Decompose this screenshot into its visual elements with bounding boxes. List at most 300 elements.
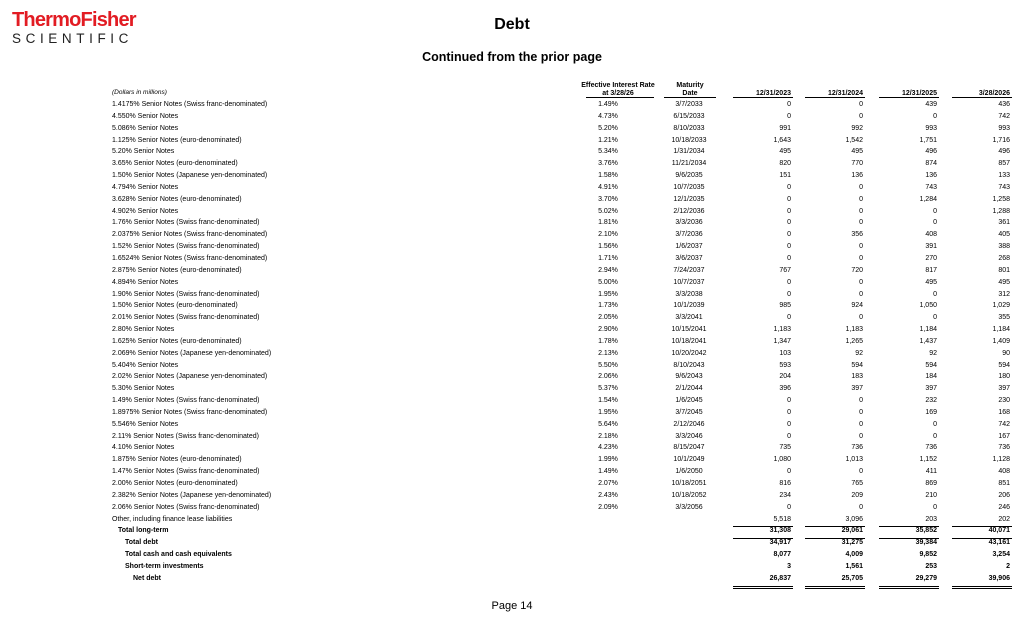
header-period-1: 12/31/2023: [755, 90, 791, 97]
row-value: 765: [851, 480, 863, 487]
table-row: [0, 123, 1024, 135]
row-rate: 1.49%: [598, 468, 618, 476]
total-value: 39,906: [988, 574, 1010, 582]
total-value: 2: [1006, 563, 1010, 571]
row-value: 820: [779, 160, 791, 168]
row-value: 0: [859, 468, 863, 476]
row-value: 0: [787, 432, 791, 440]
row-value: 0: [933, 290, 937, 298]
row-label: 1.6524% Senior Notes (Swiss franc-denominated): [112, 254, 268, 262]
row-value: 203: [925, 515, 937, 523]
row-value: 230: [998, 397, 1010, 405]
header-rate: Effective Interest Rate at 3/28/26: [581, 82, 655, 97]
table-row: [0, 135, 1024, 147]
row-label: 2.11% Senior Notes (Swiss franc-denominated): [112, 432, 259, 440]
row-maturity: 10/15/2041: [671, 326, 707, 334]
row-value: 767: [779, 266, 791, 274]
row-maturity: 3/3/2038: [675, 290, 703, 298]
row-maturity: 9/6/2043: [675, 373, 703, 381]
row-value: 594: [851, 361, 863, 369]
row-value: 3,096: [845, 515, 863, 523]
table-row: [0, 407, 1024, 419]
row-value: 436: [998, 101, 1010, 108]
logo-subtext: SCIENTIFIC: [12, 31, 134, 46]
row-value: 0: [787, 243, 791, 251]
row-label: 2.875% Senior Notes (euro-denominated): [112, 266, 242, 274]
row-value: 408: [925, 231, 937, 239]
row-rate: 5.50%: [598, 361, 618, 369]
row-value: 736: [851, 444, 863, 452]
row-maturity: 8/10/2043: [673, 361, 705, 369]
row-label: Other, including finance lease liabilities: [112, 515, 233, 523]
total-label: Total long-term: [118, 527, 169, 535]
row-value: 0: [787, 314, 791, 322]
row-label: 1.8975% Senior Notes (Swiss franc-denominated): [112, 408, 268, 416]
row-maturity: 2/12/2046: [673, 420, 705, 428]
debt-table: [0, 99, 1024, 585]
row-value: 495: [998, 278, 1010, 286]
row-value: 1,080: [773, 456, 791, 464]
table-row: [0, 383, 1024, 395]
row-label: 2.06% Senior Notes (Swiss franc-denominated): [112, 503, 260, 511]
header-underline: [805, 97, 865, 98]
row-value: 0: [859, 397, 863, 405]
row-rate: 1.49%: [598, 101, 618, 108]
row-value: 851: [998, 480, 1010, 487]
page-title: Debt: [494, 16, 530, 33]
row-value: 210: [925, 491, 937, 499]
row-label: 1.52% Senior Notes (Swiss franc-denominated): [112, 243, 260, 251]
row-value: 1,029: [992, 302, 1010, 310]
row-value: 136: [925, 172, 937, 180]
row-maturity: 3/3/2046: [675, 432, 703, 440]
row-value: 268: [998, 254, 1010, 262]
table-row: [0, 300, 1024, 312]
row-rate: 4.23%: [598, 444, 618, 452]
row-label: 1.76% Senior Notes (Swiss franc-denominated): [112, 219, 260, 227]
row-value: 439: [925, 101, 937, 108]
header-underline: [586, 97, 654, 98]
table-row: [0, 289, 1024, 301]
row-value: 0: [859, 408, 863, 416]
row-value: 408: [998, 468, 1010, 476]
row-value: 0: [859, 503, 863, 511]
table-row: [0, 336, 1024, 348]
row-maturity: 10/1/2049: [673, 456, 705, 464]
total-value: 25,705: [841, 574, 863, 582]
table-row: [0, 241, 1024, 253]
row-label: 3.65% Senior Notes (euro-denominated): [112, 160, 238, 168]
row-value: 405: [998, 231, 1010, 239]
row-label: 1.49% Senior Notes (Swiss franc-denominated): [112, 397, 260, 405]
row-rate: 1.95%: [598, 290, 618, 298]
total-label: Short-term investments: [125, 563, 204, 571]
row-value: 496: [998, 148, 1010, 156]
total-rule: [733, 538, 793, 539]
total-value: 40,071: [988, 527, 1010, 535]
row-maturity: 2/1/2044: [675, 385, 703, 393]
row-rate: 4.73%: [598, 112, 618, 120]
row-rate: 1.73%: [598, 302, 618, 310]
table-row: [0, 431, 1024, 443]
row-value: 202: [998, 515, 1010, 523]
row-value: 991: [779, 124, 791, 132]
row-maturity: 3/7/2036: [675, 231, 703, 239]
table-row: [0, 194, 1024, 206]
total-row: [0, 537, 1024, 549]
row-value: 594: [998, 361, 1010, 369]
row-value: 985: [779, 302, 791, 310]
row-value: 1,184: [992, 326, 1010, 334]
row-value: 232: [925, 397, 937, 405]
total-label: Net debt: [133, 574, 161, 582]
row-maturity: 1/6/2037: [675, 243, 703, 251]
total-value: 31,275: [841, 539, 863, 547]
row-value: 874: [925, 160, 937, 168]
row-value: 0: [787, 207, 791, 215]
row-value: 1,265: [845, 337, 863, 345]
row-value: 742: [998, 420, 1010, 428]
row-maturity: 10/18/2041: [671, 337, 707, 345]
row-rate: 1.95%: [598, 408, 618, 416]
row-rate: 2.13%: [598, 349, 618, 357]
row-maturity: 3/7/2045: [675, 408, 703, 416]
total-rule: [952, 588, 1012, 589]
total-rule: [952, 526, 1012, 527]
row-maturity: 10/7/2035: [673, 183, 705, 191]
total-rule: [879, 588, 939, 589]
row-value: 1,716: [992, 136, 1010, 144]
table-row: [0, 312, 1024, 324]
row-value: 1,258: [992, 195, 1010, 203]
total-value: 34,917: [769, 539, 791, 547]
row-label: 4.10% Senior Notes: [112, 444, 175, 452]
row-value: 396: [779, 385, 791, 393]
row-value: 1,284: [919, 195, 937, 203]
row-maturity: 8/10/2033: [673, 124, 705, 132]
row-label: 4.902% Senior Notes: [112, 207, 179, 215]
row-rate: 5.02%: [598, 207, 618, 215]
table-row: [0, 419, 1024, 431]
row-maturity: 11/21/2034: [671, 160, 707, 168]
row-value: 206: [998, 491, 1010, 499]
row-value: 0: [787, 195, 791, 203]
row-rate: 5.20%: [598, 124, 618, 132]
row-rate: 2.18%: [598, 432, 618, 440]
row-maturity: 1/6/2050: [675, 468, 703, 476]
row-label: 2.01% Senior Notes (Swiss franc-denominated): [112, 314, 260, 322]
row-value: 0: [933, 112, 937, 120]
row-value: 1,288: [992, 207, 1010, 215]
row-label: 5.086% Senior Notes: [112, 124, 179, 132]
row-value: 0: [859, 101, 863, 108]
table-row: [0, 182, 1024, 194]
row-rate: 1.71%: [598, 254, 618, 262]
total-value: 3,254: [992, 551, 1010, 559]
table-row: [0, 348, 1024, 360]
total-rule: [805, 588, 865, 589]
row-value: 0: [859, 290, 863, 298]
table-row: [0, 442, 1024, 454]
header-underline: [952, 97, 1012, 98]
row-value: 924: [851, 302, 863, 310]
page-subtitle: Continued from the prior page: [422, 50, 602, 64]
total-label: Total debt: [125, 539, 158, 547]
row-value: 743: [998, 183, 1010, 191]
total-rule: [879, 586, 939, 587]
row-label: 2.382% Senior Notes (Japanese yen-denominated): [112, 491, 272, 499]
row-value: 355: [998, 314, 1010, 322]
table-row: [0, 395, 1024, 407]
row-value: 90: [1002, 349, 1010, 357]
row-value: 361: [998, 219, 1010, 227]
row-label: 3.628% Senior Notes (euro-denominated): [112, 195, 242, 203]
row-value: 993: [998, 124, 1010, 132]
row-value: 0: [787, 397, 791, 405]
row-label: 2.02% Senior Notes (Japanese yen-denominated): [112, 373, 268, 381]
row-maturity: 3/3/2036: [675, 219, 703, 227]
page-number: Page 14: [491, 600, 533, 612]
row-label: 1.125% Senior Notes (euro-denominated): [112, 136, 242, 144]
row-rate: 2.94%: [598, 266, 618, 274]
row-value: 993: [925, 124, 937, 132]
table-row: [0, 466, 1024, 478]
row-value: 743: [925, 183, 937, 191]
row-maturity: 10/1/2039: [673, 302, 705, 310]
row-value: 594: [925, 361, 937, 369]
row-value: 816: [779, 480, 791, 487]
total-label: Total cash and cash equivalents: [125, 551, 232, 559]
row-rate: 2.05%: [598, 314, 618, 322]
row-value: 0: [933, 314, 937, 322]
row-value: 397: [925, 385, 937, 393]
total-row: [0, 561, 1024, 573]
row-value: 0: [787, 254, 791, 262]
total-value: 29,279: [915, 574, 937, 582]
row-value: 103: [779, 349, 791, 357]
row-value: 0: [859, 219, 863, 227]
row-value: 1,183: [773, 326, 791, 334]
row-value: 136: [851, 172, 863, 180]
row-maturity: 3/7/2033: [675, 101, 703, 108]
row-maturity: 12/1/2035: [673, 195, 705, 203]
row-value: 0: [933, 219, 937, 227]
row-value: 411: [925, 468, 937, 476]
row-value: 801: [998, 266, 1010, 274]
row-value: 0: [787, 112, 791, 120]
table-row: [0, 170, 1024, 182]
row-value: 992: [851, 124, 863, 132]
row-value: 735: [779, 444, 791, 452]
row-value: 1,128: [992, 456, 1010, 464]
row-value: 151: [779, 172, 791, 180]
row-value: 0: [859, 243, 863, 251]
row-rate: 5.00%: [598, 278, 618, 286]
row-value: 92: [929, 349, 937, 357]
row-value: 0: [933, 503, 937, 511]
row-value: 742: [998, 112, 1010, 120]
total-value: 35,852: [915, 527, 937, 535]
total-rule: [733, 588, 793, 589]
total-value: 4,009: [845, 551, 863, 559]
row-label: 2.0375% Senior Notes (Swiss franc-denominated): [112, 231, 268, 239]
row-maturity: 10/7/2037: [673, 278, 705, 286]
header-underline: [879, 97, 939, 98]
row-maturity: 7/24/2037: [673, 266, 705, 274]
row-value: 857: [998, 160, 1010, 168]
row-value: 0: [787, 183, 791, 191]
row-value: 397: [851, 385, 863, 393]
total-rule: [805, 538, 865, 539]
row-value: 495: [851, 148, 863, 156]
row-value: 388: [998, 243, 1010, 251]
row-value: 0: [787, 278, 791, 286]
table-row: [0, 324, 1024, 336]
row-value: 869: [925, 480, 937, 487]
row-value: 0: [787, 420, 791, 428]
total-value: 43,161: [988, 539, 1010, 547]
row-maturity: 3/3/2056: [675, 503, 703, 511]
table-row: [0, 478, 1024, 490]
header-underline: [664, 97, 716, 98]
row-value: 183: [851, 373, 863, 381]
table-row: [0, 253, 1024, 265]
table-row: [0, 217, 1024, 229]
row-value: 495: [925, 278, 937, 286]
row-rate: 1.56%: [598, 243, 618, 251]
row-value: 0: [859, 278, 863, 286]
row-value: 0: [787, 290, 791, 298]
row-value: 169: [925, 408, 937, 416]
row-label: 2.80% Senior Notes: [112, 326, 175, 334]
row-value: 0: [787, 503, 791, 511]
header-period-3: 12/31/2025: [901, 90, 937, 97]
total-value: 9,852: [919, 551, 937, 559]
row-value: 397: [998, 385, 1010, 393]
row-label: 5.20% Senior Notes: [112, 148, 175, 156]
row-value: 495: [779, 148, 791, 156]
table-row: [0, 206, 1024, 218]
row-value: 1,183: [845, 326, 863, 334]
row-maturity: 2/12/2036: [673, 207, 705, 215]
header-maturity: Maturity Date: [676, 82, 704, 97]
row-value: 0: [933, 432, 937, 440]
row-rate: 5.64%: [598, 420, 618, 428]
table-row: [0, 265, 1024, 277]
row-value: 817: [925, 266, 937, 274]
row-value: 246: [998, 503, 1010, 511]
row-value: 0: [859, 195, 863, 203]
table-row: [0, 229, 1024, 241]
row-value: 270: [925, 254, 937, 262]
row-value: 0: [787, 101, 791, 108]
table-row: [0, 158, 1024, 170]
table-row: [0, 490, 1024, 502]
total-rule: [733, 586, 793, 587]
row-maturity: 10/20/2042: [671, 349, 707, 357]
row-value: 184: [925, 373, 937, 381]
table-row: [0, 454, 1024, 466]
row-value: 356: [851, 231, 863, 239]
row-rate: 2.09%: [598, 503, 618, 511]
row-value: 204: [779, 373, 791, 381]
total-value: 3: [787, 563, 791, 571]
row-value: 0: [859, 314, 863, 322]
total-value: 39,384: [915, 539, 937, 547]
row-rate: 4.91%: [598, 183, 618, 191]
total-rule: [952, 538, 1012, 539]
total-value: 8,077: [773, 551, 791, 559]
table-row: [0, 146, 1024, 158]
row-rate: 3.76%: [598, 160, 618, 168]
row-label: 1.4175% Senior Notes (Swiss franc-denominated): [112, 101, 268, 108]
row-label: 2.00% Senior Notes (euro-denominated): [112, 480, 238, 487]
row-value: 0: [859, 112, 863, 120]
row-value: 391: [925, 243, 937, 251]
row-value: 168: [998, 408, 1010, 416]
row-label: 1.625% Senior Notes (euro-denominated): [112, 337, 242, 345]
row-maturity: 10/18/2051: [671, 480, 707, 487]
table-row: [0, 514, 1024, 526]
logo-wordmark: ThermoFisher: [12, 9, 136, 31]
row-maturity: 9/6/2035: [675, 172, 703, 180]
total-value: 31,308: [769, 527, 791, 535]
row-rate: 2.10%: [598, 231, 618, 239]
row-value: 1,751: [919, 136, 937, 144]
row-label: 2.069% Senior Notes (Japanese yen-denominated): [112, 349, 272, 357]
row-maturity: 1/6/2045: [675, 397, 703, 405]
row-label: 5.30% Senior Notes: [112, 385, 175, 393]
total-value: 253: [925, 563, 937, 571]
row-value: 736: [925, 444, 937, 452]
row-value: 5,518: [773, 515, 791, 523]
row-rate: 1.21%: [598, 136, 618, 144]
table-row: [0, 277, 1024, 289]
row-value: 496: [925, 148, 937, 156]
row-maturity: 8/15/2047: [673, 444, 705, 452]
total-rule: [952, 586, 1012, 587]
total-row: [0, 525, 1024, 537]
row-value: 234: [779, 491, 791, 499]
row-maturity: 10/18/2052: [671, 491, 707, 499]
row-rate: 1.81%: [598, 219, 618, 227]
table-row: [0, 99, 1024, 111]
row-value: 720: [851, 266, 863, 274]
row-value: 1,152: [919, 456, 937, 464]
row-rate: 3.70%: [598, 195, 618, 203]
header-period-4: 3/28/2026: [978, 90, 1010, 97]
row-label: 5.546% Senior Notes: [112, 420, 179, 428]
row-value: 167: [998, 432, 1010, 440]
total-value: 1,561: [845, 563, 863, 571]
table-row: [0, 360, 1024, 372]
row-maturity: 3/3/2041: [675, 314, 703, 322]
total-value: 29,061: [841, 527, 863, 535]
total-row: [0, 573, 1024, 585]
header-period-2: 12/31/2024: [827, 90, 863, 97]
table-row: [0, 371, 1024, 383]
row-value: 0: [933, 207, 937, 215]
table-row: [0, 111, 1024, 123]
row-value: 593: [779, 361, 791, 369]
row-value: 180: [998, 373, 1010, 381]
row-value: 1,409: [992, 337, 1010, 345]
row-value: 1,347: [773, 337, 791, 345]
row-rate: 1.58%: [598, 172, 618, 180]
row-value: 0: [787, 231, 791, 239]
row-value: 0: [933, 420, 937, 428]
row-label: 4.894% Senior Notes: [112, 278, 179, 286]
